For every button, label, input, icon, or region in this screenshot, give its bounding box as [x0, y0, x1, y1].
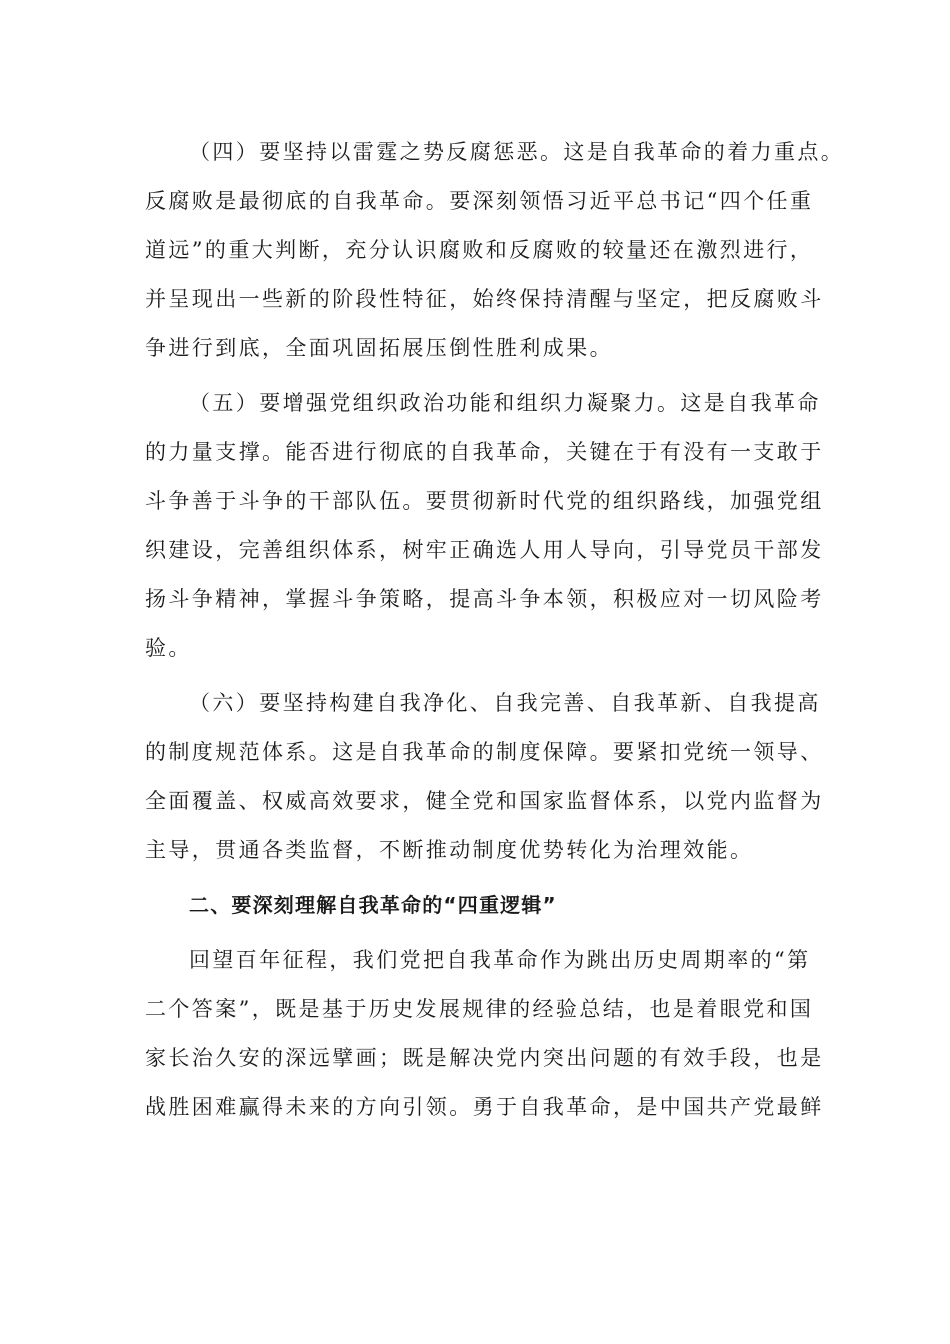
text-line: （五）要增强党组织政治功能和组织力凝聚力。这是自我革命	[189, 391, 821, 415]
paragraph-four-logics	[145, 936, 824, 1132]
paragraph-anti-corruption	[145, 128, 845, 373]
text-line: 道远”的重大判断，充分认识腐败和反腐败的较量还在激烈进行，	[145, 238, 814, 262]
text-line: 织建设，完善组织体系，树牢正确选人用人导向，引导党员干部发	[145, 538, 824, 562]
text-line: 斗争善于斗争的干部队伍。要贯彻新时代党的组织路线，加强党组	[145, 489, 824, 513]
text-line: 家长治久安的深远擘画；既是解决党内突出问题的有效手段，也是	[145, 1046, 824, 1070]
text-line: 并呈现出一些新的阶段性特征，始终保持清醒与坚定，把反腐败斗	[145, 287, 824, 311]
text-line: 全面覆盖、权威高效要求，健全党和国家监督体系，以党内监督为	[145, 789, 824, 813]
text-line: 的力量支撑。能否进行彻底的自我革命，关键在于有没有一支敢于	[145, 440, 824, 464]
text-line: 主导，贯通各类监督，不断推动制度优势转化为治理效能。	[145, 838, 754, 862]
text-line: 验。	[145, 636, 192, 660]
document-page	[145, 128, 845, 1138]
text-line: 战胜困难赢得未来的方向引领。勇于自我革命，是中国共产党最鲜	[145, 1095, 824, 1119]
text-line: 反腐败是最彻底的自我革命。要深刻领悟习近平总书记“四个任重	[145, 189, 814, 213]
text-line: 的制度规范体系。这是自我革命的制度保障。要紧扣党统一领导、	[145, 740, 824, 764]
text-line: （六）要坚持构建自我净化、自我完善、自我革新、自我提高	[189, 691, 821, 715]
paragraph-party-organization	[145, 379, 824, 673]
paragraph-institutional-system	[145, 679, 824, 875]
section-heading: 二、要深刻理解自我革命的“四重逻辑”	[189, 893, 557, 917]
text-line: 扬斗争精神，掌握斗争策略，提高斗争本领，积极应对一切风险考	[145, 587, 824, 611]
text-line: 回望百年征程，我们党把自我革命作为跳出历史周期率的“第	[189, 948, 811, 972]
text-line: 二个答案”，既是基于历史发展规律的经验总结，也是着眼党和国	[145, 997, 814, 1021]
text-line: （四）要坚持以雷霆之势反腐惩恶。这是自我革命的着力重点。	[189, 140, 845, 164]
text-line: 争进行到底，全面巩固拓展压倒性胜利成果。	[145, 336, 613, 360]
